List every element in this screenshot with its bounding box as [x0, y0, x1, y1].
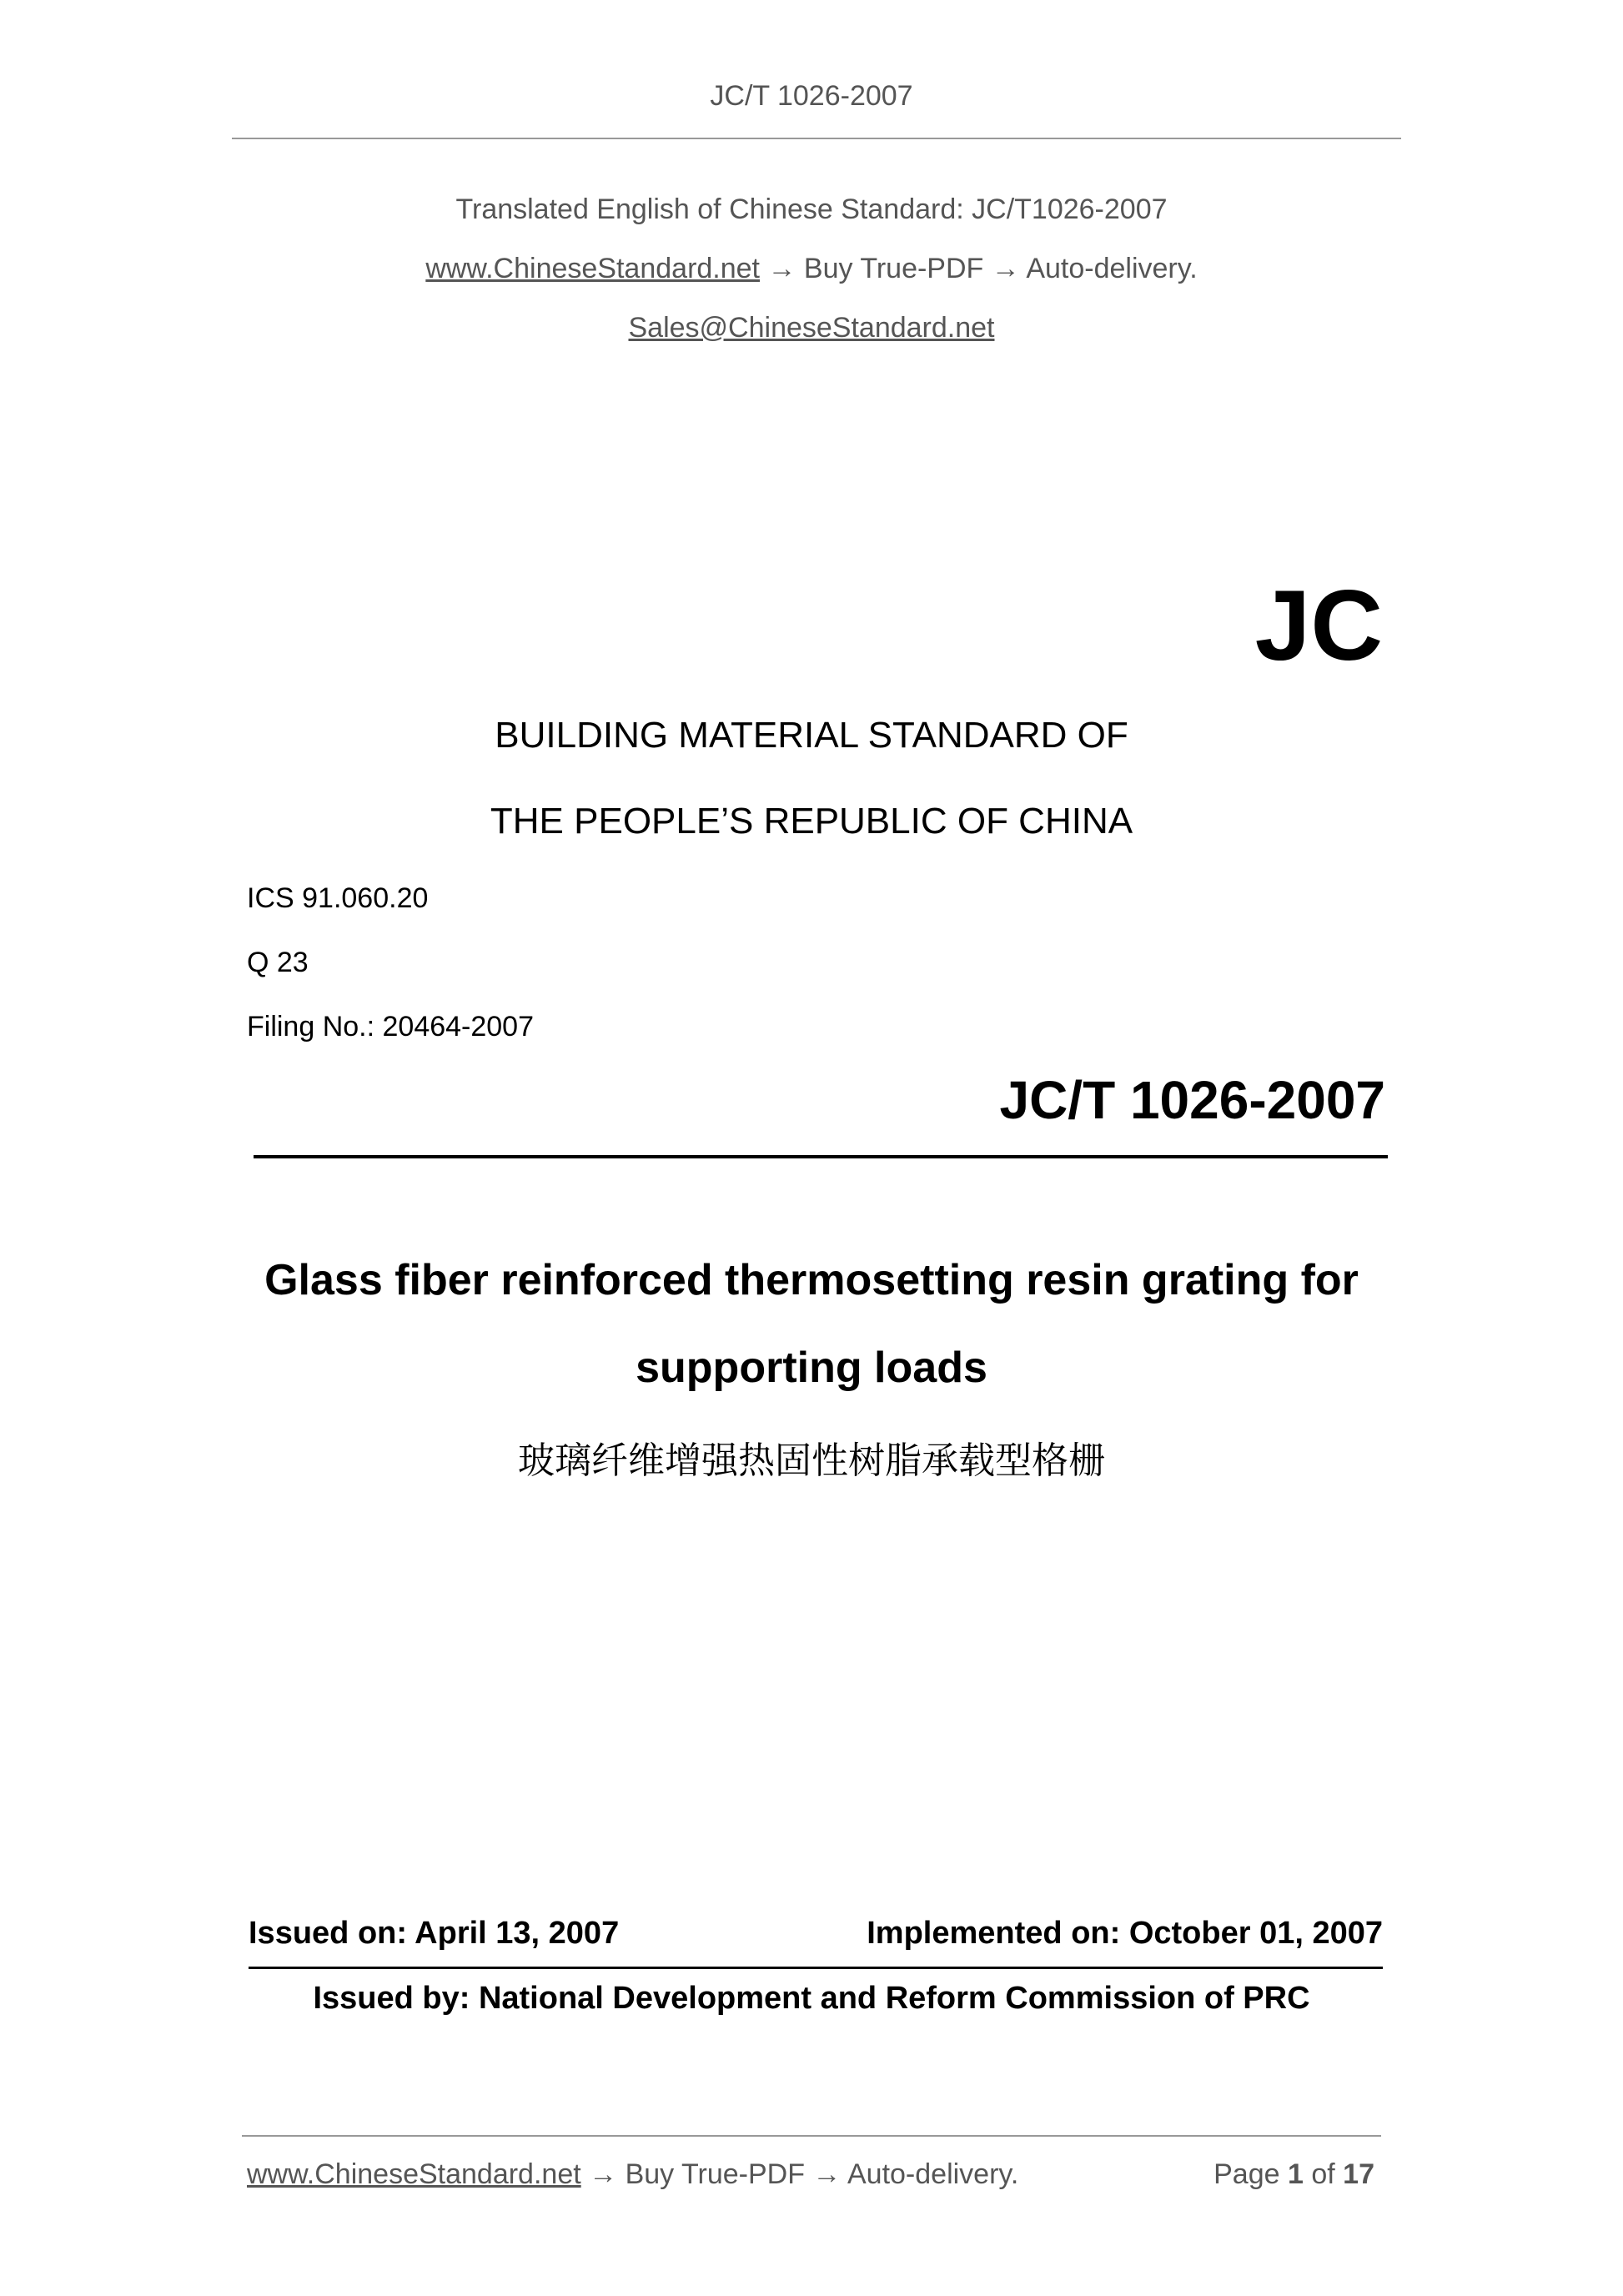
footer-divider — [242, 2135, 1381, 2137]
footer-buy-line — [247, 2158, 1018, 2191]
site-link[interactable]: www.ChineseStandard.net — [425, 253, 761, 284]
authority-title-line1: BUILDING MATERIAL STANDARD OF — [495, 715, 1128, 756]
issued-by: Issued by: National Development and Reform Commission of PRC — [313, 1981, 1310, 2016]
standard-number-rule — [254, 1155, 1388, 1158]
implemented-on: Implemented on: October 01, 2007 — [867, 1916, 1383, 1951]
page-current: 1 — [1287, 2158, 1304, 2190]
jc-mark: JC — [1254, 570, 1383, 681]
header-divider — [232, 138, 1401, 139]
issued-on: Issued on: April 13, 2007 — [249, 1916, 620, 1951]
dates-rule — [249, 1967, 1383, 1969]
ics-code: ICS 91.060.20 — [247, 882, 429, 914]
document-title-line1: Glass fiber reinforced thermosetting resin grating for — [264, 1256, 1359, 1304]
q-code: Q 23 — [247, 947, 309, 978]
footer-site-link[interactable]: www.ChineseStandard.net — [247, 2158, 581, 2190]
intro-buy-line — [0, 253, 1623, 285]
footer-buy-text: → Buy True-PDF → Auto-delivery. — [580, 2158, 1019, 2190]
email-link[interactable]: Sales@ChineseStandard.net — [628, 312, 995, 344]
document-title-line2: supporting loads — [636, 1344, 987, 1392]
filing-number: Filing No.: 20464-2007 — [247, 1011, 535, 1042]
buy-text: → Buy True-PDF → Auto-delivery. — [760, 253, 1198, 284]
translated-line: Translated English of Chinese Standard: JC/T1026-2007 — [455, 193, 1168, 225]
page-label: Page — [1213, 2158, 1280, 2190]
page-total: 17 — [1343, 2158, 1374, 2190]
running-header: JC/T 1026-2007 — [710, 80, 913, 112]
email-line — [0, 312, 1623, 344]
page-indicator — [1213, 2158, 1374, 2191]
page-of: of — [1311, 2158, 1335, 2190]
authority-title-line2: THE PEOPLE’S REPUBLIC OF CHINA — [490, 801, 1133, 842]
standard-number: JC/T 1026-2007 — [999, 1070, 1385, 1130]
document-title-chinese: 玻璃纤维增强热固性树脂承载型格栅 — [518, 1440, 1105, 1481]
